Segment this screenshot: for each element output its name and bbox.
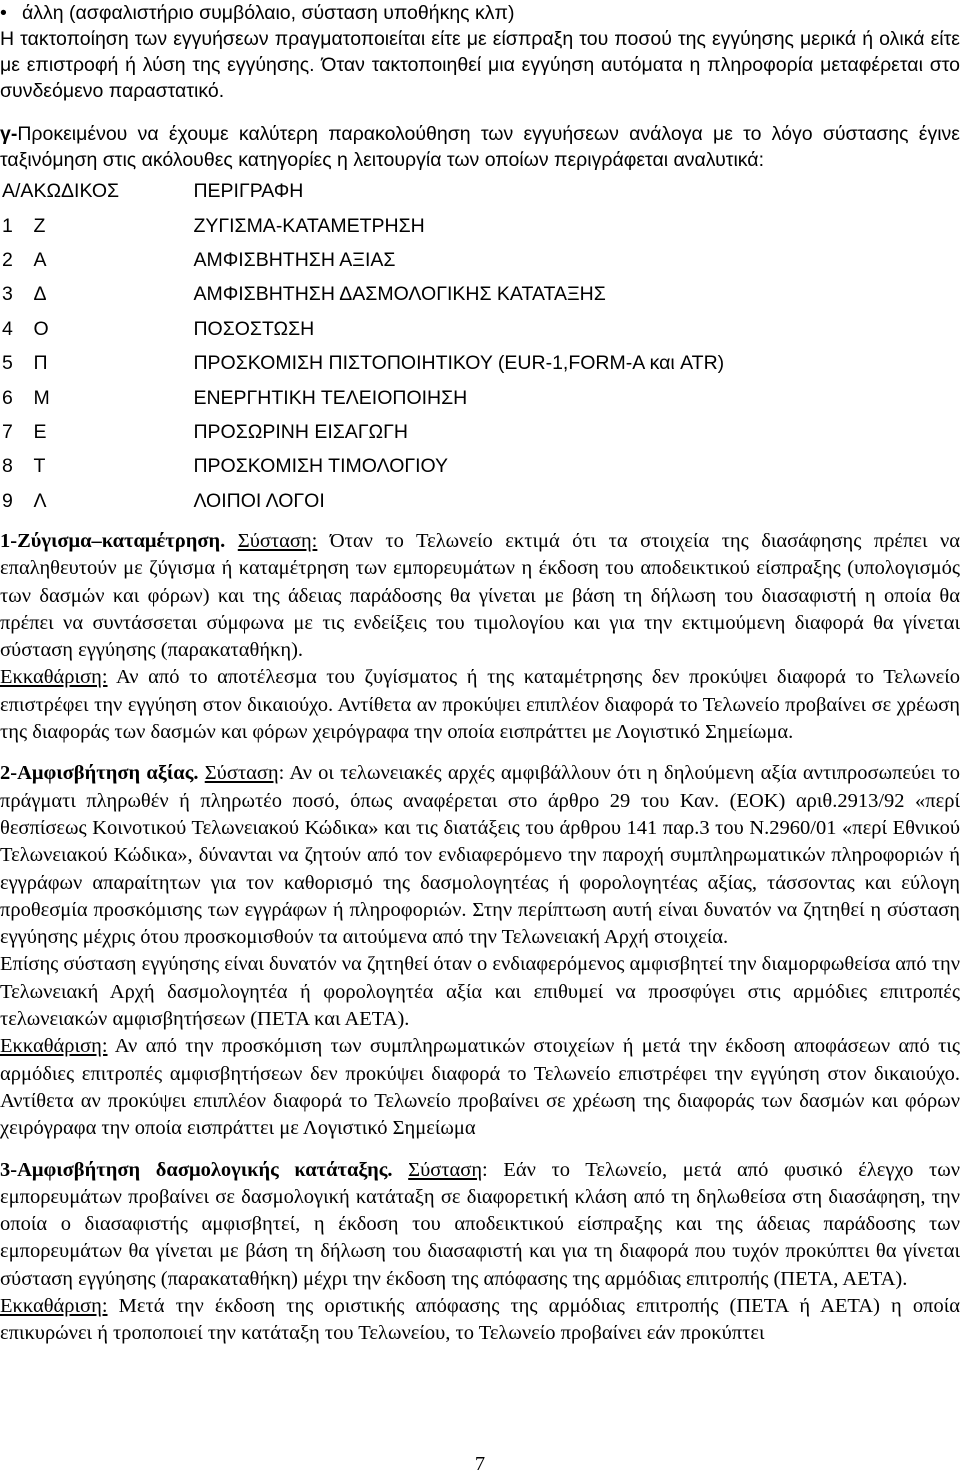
table-row: [0, 449, 724, 483]
section2-heading: 2-Αμφισβήτηση αξίας.: [0, 762, 199, 785]
bullet-icon: •: [0, 2, 7, 24]
table-row: [0, 208, 724, 242]
table-cell-description: ΖΥΓΙΣΜΑ-ΚΑΤΑΜΕΤΡΗΣΗ: [193, 214, 425, 237]
table-cell-code: Α: [33, 248, 47, 271]
section2-ekkatharisi: [0, 1033, 960, 1142]
table-cell-description: ΛΟΙΠΟΙ ΛΟΓΟΙ: [193, 489, 325, 512]
table-cell-code: Δ: [33, 283, 47, 306]
bullet-text: άλλη (ασφαλιστήριο συμβόλαιο, σύσταση υποθήκης κλπ): [22, 2, 515, 24]
table-cell-description: ΠΡΟΣΩΡΙΝΗ ΕΙΣΑΓΩΓΗ: [193, 420, 408, 443]
table-cell-description: ΠΡΟΣΚΟΜΙΣΗ ΠΙΣΤΟΠΟΙΗΤΙΚΟΥ (EUR-1,FORM-A και ATR): [193, 352, 725, 375]
table-cell-description: ΠΡΟΣΚΟΜΙΣΗ ΤΙΜΟΛΟΓΙΟΥ: [193, 455, 449, 478]
table-cell-description: ΑΜΦΙΣΒΗΤΗΣΗ ΔΑΣΜΟΛΟΓΙΚΗΣ ΚΑΤΑΤΑΞΗΣ: [193, 283, 606, 306]
table-cell-index: 2: [2, 248, 13, 271]
section2-ekkatharisi-text: Αν από την προσκόμιση των συμπληρωματικών στοιχείων ή μετά την έκδοση αποφάσεων από τις αρμόδιες επιτροπές αμφισβητήσεων δεν προκύψει διαφορά το Τελωνείο επιστρέφει την εγγύηση στον δικαιούχο. Αντίθετα αν προκύψει επιπλέον διαφορά το Τελωνείο προβαίνει σε χρέωση της διαφοράς των δασμών και φόρων χειρόγραφα την οποία εισπράττει με Λογιστικό Σημείωμα: [0, 1035, 960, 1140]
section3-heading: 3-Αμφισβήτηση δασμολογικής κατάταξης.: [0, 1158, 393, 1181]
table-cell-index: 3: [2, 283, 13, 306]
table-cell-code: Π: [33, 352, 48, 375]
table-cell-index: 1: [2, 214, 13, 237]
table-cell-index: 8: [2, 455, 13, 478]
table-cell-description: ΕΝΕΡΓΗΤΙΚΗ ΤΕΛΕΙΟΠΟΙΗΣΗ: [193, 386, 468, 409]
main-body: [0, 528, 960, 1348]
bullet-item: [0, 0, 960, 26]
section3-sustasi-text: : Εάν το Τελωνείο, μετά από φυσικό έλεγχο των εμπορευμάτων προβαίνει σε δασμολογική κατάταξη σε διαφορετική κλάση από τη δηλωθείσα στη διασάφηση, την οποία ο διασαφιστής αμφισβητεί, η έκδοση του αποδεικτικού είσπραξης και της άδειας παράδοσης των εμπορευμάτων θα γίνεται με βάση τη δήλωση του διασαφιστή και για τη διαφορά που τυχόν προκύπτει θα γίνεται σύσταση εγγύησης (παρακαταθήκη) μέχρι την έκδοση της απόφασης της αρμόδιας επιτροπής (ΠΕΤΑ, ΑΕΤΑ).: [0, 1158, 960, 1290]
table-cell-code: Ε: [33, 420, 47, 443]
section1-sustasi-label: Σύσταση:: [237, 530, 318, 552]
table-row: [0, 277, 724, 311]
section1-ekkatharisi-label: Εκκαθάριση:: [0, 666, 108, 689]
table-cell-index: 5: [2, 352, 13, 375]
section2-paragraph: [0, 760, 960, 951]
section2-para2: Επίσης σύσταση εγγύησης είναι δυνατόν να ζητηθεί όταν ο ενδιαφερόμενος αμφισβητεί την διαμορφωθείσα από την Τελωνειακή Αρχή δασμολογητέα ή φορολογητέα αξία και επιθυμεί να προσφύγει στις αρμόδιες επιτροπές τελωνειακών αμφισβητήσεων (ΠΕΤΑ και ΑΕΤΑ).: [0, 953, 960, 1031]
section3-sustasi-label: Σύσταση: [408, 1158, 483, 1181]
section3-ekkatharisi: [0, 1293, 960, 1348]
table-cell-description: ΠΟΣΟΣΤΩΣΗ: [193, 317, 315, 340]
table-cell-index: 9: [2, 489, 13, 512]
table-cell-code: Μ: [33, 386, 50, 409]
table-cell-index: 6: [2, 386, 13, 409]
table-header-row: [0, 174, 724, 208]
table-row: [0, 346, 724, 380]
section1-ekkatharisi: [0, 664, 960, 746]
section2-ekkatharisi-label: Εκκαθάριση:: [0, 1035, 108, 1058]
table-row: [0, 415, 724, 449]
table-cell-code: Ζ: [33, 214, 46, 237]
section3-ekkatharisi-text: Μετά την έκδοση της οριστικής απόφασης της αρμόδιας επιτροπής (ΠΕΤΑ ή ΑΕΤΑ) η οποία επικυρώνει ή τροποποιεί την κατάταξη του Τελωνείου, το Τελωνείο προβαίνει εάν προκύπτει: [0, 1295, 960, 1345]
section3-ekkatharisi-label: Εκκαθάριση:: [0, 1295, 108, 1318]
table-row: [0, 380, 724, 414]
table-cell-description: ΑΜΦΙΣΒΗΤΗΣΗ ΑΞΙΑΣ: [193, 248, 396, 271]
category-table-body: [0, 174, 724, 518]
table-header-cell: ΠΕΡΙΓΡΑΦΗ: [193, 180, 304, 203]
table-header-cell: Α/Α: [2, 180, 34, 203]
section1-ekkatharisi-text: Αν από το αποτέλεσμα του ζυγίσματος ή της καταμέτρησης δεν προκύψει διαφορά το Τελωνείο επιστρέφει την εγγύηση στον δικαιούχο. Αντίθετα αν προκύψει επιπλέον διαφορά το Τελωνείο προβαίνει σε χρέωση της διαφοράς των δασμών και φόρων χειρόγραφα την οποία εισπράττει με Λογιστικό Σημείωμα.: [0, 666, 960, 744]
section2-sustasi-label: Σύσταση: [204, 762, 279, 785]
spacer: [0, 746, 960, 760]
table-cell-code: Ο: [33, 317, 49, 340]
gamma-text: Προκειμένου να έχουμε καλύτερη παρακολούθηση των εγγυήσεων ανάλογα με το λόγο σύστασης έγινε ταξινόμηση στις ακόλουθες κατηγορίες η λειτουργία των οποίων περιγράφεται αναλυτικά:: [0, 123, 960, 171]
gamma-paragraph: [0, 121, 960, 173]
intro-paragraph: Η τακτοποίηση των εγγυήσεων πραγματοποιείται είτε με είσπραξη του ποσού της εγγύησης μερικά ή ολικά είτε με επιστροφή ή λύση της εγγύησης. Όταν τακτοποιηθεί μια εγγύηση αυτόματα η πληροφορία μεταφέρεται στο συνδεόμενο παραστατικό.: [0, 28, 960, 102]
table-row: [0, 312, 724, 346]
table-cell-index: 4: [2, 317, 13, 340]
page-number: 7: [474, 1453, 486, 1475]
category-table: [0, 174, 724, 518]
section3-paragraph: [0, 1157, 960, 1293]
section1-sustasi-text: Όταν το Τελωνείο εκτιμά ότι τα στοιχεία της διασάφησης πρέπει να επαληθευτούν με ζύγισμα ή καταμέτρηση των εμπορευμάτων η έκδοση του αποδεικτικού είσπραξης (υπολογισμός των δασμών και φόρων) και της άδειας παράδοσης θα γίνεται με βάση τη δήλωση του διασαφιστή η οποία θα πρέπει να συντάσσεται σύμφωνα με τις ενδείξεις του τιμολογίου και για την εκτιμούμενη διαφορά θα γίνεται σύσταση εγγύησης (παρακαταθήκη).: [0, 530, 960, 662]
table-row: [0, 243, 724, 277]
gamma-lead: γ-: [0, 123, 18, 145]
table-cell-code: Λ: [33, 489, 47, 512]
table-row: [0, 484, 724, 518]
spacer: [0, 1143, 960, 1157]
section1-heading: 1-Ζύγισμα–καταμέτρηση.: [0, 530, 226, 552]
section1-paragraph: [0, 528, 960, 664]
section2-sustasi-text: : Αν οι τελωνειακές αρχές αμφιβάλλουν ότι η δηλούμενη αξία αντιπροσωπεύει το πράγματι πληρωθέν ή πληρωτέο ποσό, όπως αναφέρεται στο άρθρο 29 του Καν. (ΕΟΚ) αριθ.2913/92 «περί θεσπίσεως Κοινοτικού Τελωνειακού Κώδικα» και τις διατάξεις του άρθρου 141 παρ.3 του Ν.2960/01 «περί Εθνικού Τελωνειακού Κώδικα», δύνανται να ζητούν από τον ενδιαφερόμενο την παροχή συμπληρωματικών πληροφοριών ή εγγράφων απαραίτητων για τον καθορισμό της δασμολογητέας ή φορολογητέας αξίας, τάσσοντας και εύλογη προθεσμία προσκόμισης των εγγράφων ή πληροφοριών. Στην περίπτωση αυτή είναι δυνατόν να ζητηθεί η σύσταση εγγύησης μέχρις ότου προσκομισθούν τα αιτούμενα από την Τελωνειακή Αρχή στοιχεία.: [0, 762, 960, 949]
table-header-cell: ΚΩΔΙΚΟΣ: [33, 180, 120, 203]
table-cell-index: 7: [2, 420, 13, 443]
table-cell-code: Τ: [33, 455, 46, 478]
